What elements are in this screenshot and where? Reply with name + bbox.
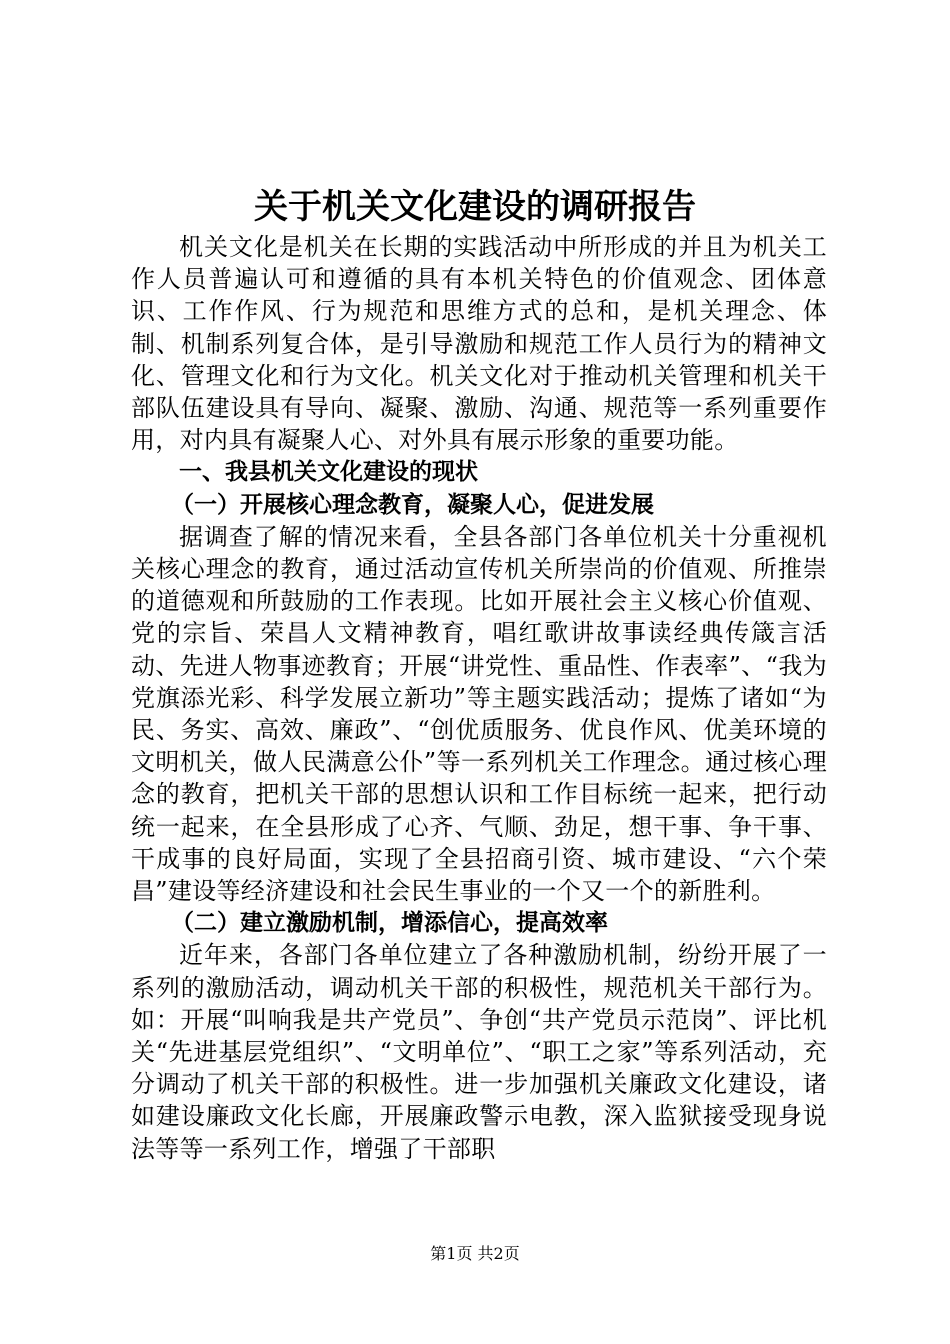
- section-heading-1: 一、我县机关文化建设的现状: [179, 459, 478, 486]
- subsection-2-paragraph: 近年来，各部门各单位建立了各种激励机制，纷纷开展了一系列的激励活动，调动机关干部的积极性，规范机关干部行为。如：开展“叫响我是共产党员”、争创“共产党员示范岗”、评比机关“先进基层党组织”、“文明单位”、“职工之家”等系列活动，充分调动了机关干部的积极性。进一步加强机关廉政文化建设，诸如建设廉政文化长廊，开展廉政警示电教，深入监狱接受现身说法等等一系列工作，增强了干部职: [131, 941, 827, 1163]
- document-body: [131, 231, 827, 1165]
- subsection-heading-1: （一）开展核心理念教育，凝聚人心，促进发展: [171, 491, 654, 518]
- intro-paragraph: 机关文化是机关在长期的实践活动中所形成的并且为机关工作人员普遍认可和遵循的具有本机关特色的价值观念、团体意识、工作作风、行为规范和思维方式的总和，是机关理念、体制、机制系列复合体，是引导激励和规范工作人员行为的精神文化、管理文化和行为文化。机关文化对于推动机关管理和机关干部队伍建设具有导向、凝聚、激励、沟通、规范等一系列重要作用，对内具有凝聚人心、对外具有展示形象的重要功能。: [131, 233, 827, 455]
- page-footer: 第1页 共2页: [430, 1244, 520, 1263]
- subsection-heading-2: （二）建立激励机制，增添信心，提高效率: [171, 910, 608, 937]
- document-title: 关于机关文化建设的调研报告: [254, 187, 696, 227]
- subsection-1-paragraph: 据调查了解的情况来看，全县各部门各单位机关十分重视机关核心理念的教育，通过活动宣传机关所崇尚的价值观、所推崇的道德观和所鼓励的工作表现。比如开展社会主义核心价值观、党的宗旨、荣昌人文精神教育，唱红歌讲故事读经典传箴言活动、先进人物事迹教育；开展“讲党性、重品性、作表率”、“我为党旗添光彩、科学发展立新功”等主题实践活动；提炼了诸如“为民、务实、高效、廉政”、“创优质服务、优良作风、优美环境的文明机关，做人民满意公仆”等一系列机关工作理念。通过核心理念的教育，把机关干部的思想认识和工作目标统一起来，把行动统一起来，在全县形成了心齐、气顺、劲足，想干事、争干事、干成事的良好局面，实现了全县招商引资、城市建设、“六个荣昌”建设等经济建设和社会民生事业的一个又一个的新胜利。: [131, 522, 827, 906]
